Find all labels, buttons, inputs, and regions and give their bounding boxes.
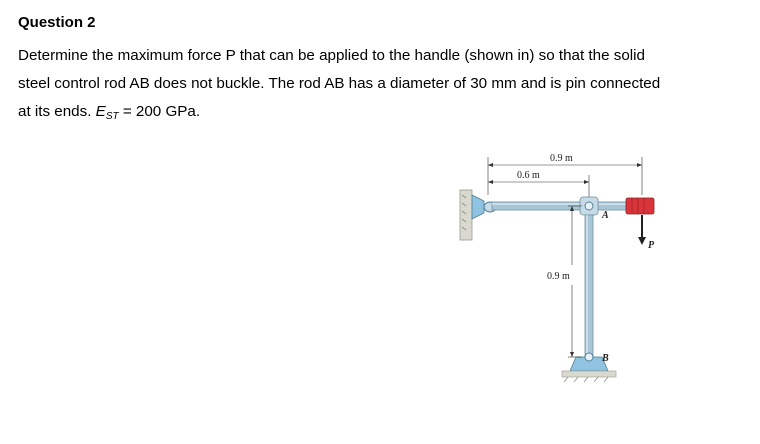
dim-left-label: 0.6 m	[517, 170, 540, 181]
question-line-3-prefix: at its ends.	[18, 103, 96, 120]
handle-bar	[492, 202, 640, 210]
joint-b-pin-icon	[585, 353, 593, 361]
dim-total-label: 0.9 m	[550, 153, 573, 164]
ground-base	[562, 371, 616, 377]
modulus-subscript: ST	[105, 111, 119, 122]
ground-hatching	[564, 377, 608, 382]
question-text	[18, 42, 738, 131]
dim-vertical-label: 0.9 m	[547, 271, 570, 282]
question-line-3	[18, 98, 738, 131]
label-b: B	[602, 353, 609, 364]
handle-grip	[626, 198, 654, 214]
force-label-p: P	[648, 240, 655, 251]
wall-block	[460, 190, 472, 240]
force-arrow-head-icon	[638, 237, 646, 245]
question-title: Question 2	[18, 14, 96, 31]
handle-rod-figure	[450, 145, 670, 395]
dim-total-arrow-right-icon	[637, 163, 642, 167]
rod-ab	[585, 215, 593, 357]
question-line-3-suffix: = 200 GPa.	[118, 103, 201, 120]
dim-total-arrow-left-icon	[488, 163, 493, 167]
modulus-symbol: E	[95, 103, 106, 120]
label-a: A	[602, 210, 609, 221]
dim-left-arrow-left-icon	[488, 180, 493, 184]
dim-vertical-arrow-bottom-icon	[570, 352, 574, 357]
question-line-1: Determine the maximum force P that can be applied to the handle (shown in) so that the solid	[18, 47, 645, 64]
joint-a-pin-icon	[585, 202, 593, 210]
question-line-2: steel control rod AB does not buckle. The rod AB has a diameter of 30 mm and is pin connected	[18, 75, 661, 92]
dim-left-arrow-right-icon	[584, 180, 589, 184]
wall-bracket	[472, 195, 484, 219]
dimension-vertical	[568, 206, 582, 357]
